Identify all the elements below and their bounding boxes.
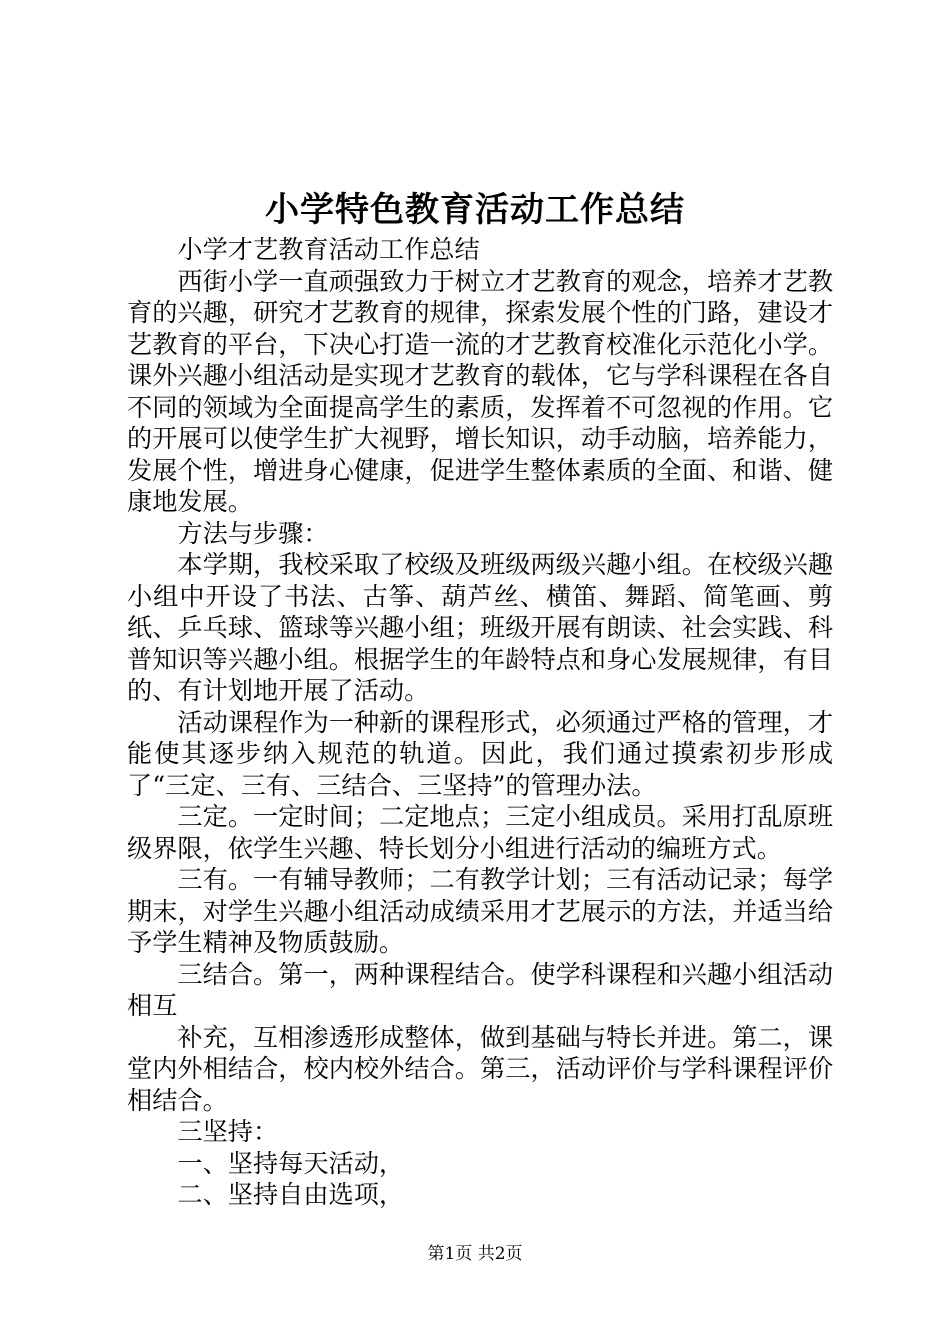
paragraph: 活动课程作为一种新的课程形式，必须通过严格的管理，才能使其逐步纳入规范的轨道。因此，我们通过摸索初步形成了“三定、三有、三结合、三坚持”的管理办法。 [127, 707, 833, 800]
paragraph: 三有。一有辅导教师；二有教学计划；三有活动记录；每学期末，对学生兴趣小组活动成绩采用才艺展示的方法，并适当给予学生精神及物质鼓励。 [127, 865, 833, 957]
paragraph: 西街小学一直顽强致力于树立才艺教育的观念，培养才艺教育的兴趣，研究才艺教育的规律，探索发展个性的门路，建设才艺教育的平台，下决心打造一流的才艺教育校准化示范化小学。课外兴趣小组活动是实现才艺教育的载体，它与学科课程在各自不同的领域为全面提高学生的素质，发挥着不可忽视的作用。它的开展可以使学生扩大视野，增长知识，动手动脑，培养能力，发展个性，增进身心健康，促进学生整体素质的全面、和谐、健康地发展。 [127, 266, 833, 516]
paragraph: 补充，互相渗透形成整体，做到基础与特长并进。第二，课堂内外相结合，校内校外结合。第三，活动评价与学科课程评价相结合。 [127, 1022, 833, 1115]
document-body [127, 234, 833, 1211]
paragraph: 方法与步骤： [177, 518, 329, 548]
page-footer: 第1页 共2页 [427, 1244, 523, 1264]
paragraph: 本学期，我校采取了校级及班级两级兴趣小组。在校级兴趣小组中开设了书法、古筝、葫芦丝、横笛、舞蹈、简笔画、剪纸、乒乓球、篮球等兴趣小组；班级开展有朗读、社会实践、科普知识等兴趣小组。根据学生的年龄特点和身心发展规律，有目的、有计划地开展了活动。 [127, 550, 833, 705]
paragraph: 二、坚持自由选项， [177, 1180, 405, 1209]
document-title: 小学特色教育活动工作总结 [265, 190, 685, 230]
paragraph: 一、坚持每天活动， [177, 1148, 405, 1178]
paragraph-subtitle: 小学才艺教育活动工作总结 [177, 235, 480, 264]
paragraph: 三定。一定时间；二定地点；三定小组成员。采用打乱原班级界限，依学生兴趣、特长划分小组进行活动的编班方式。 [127, 802, 833, 863]
paragraph: 三结合。第一，两种课程结合。使学科课程和兴趣小组活动相互 [127, 959, 833, 1020]
paragraph: 三坚持： [177, 1117, 279, 1146]
